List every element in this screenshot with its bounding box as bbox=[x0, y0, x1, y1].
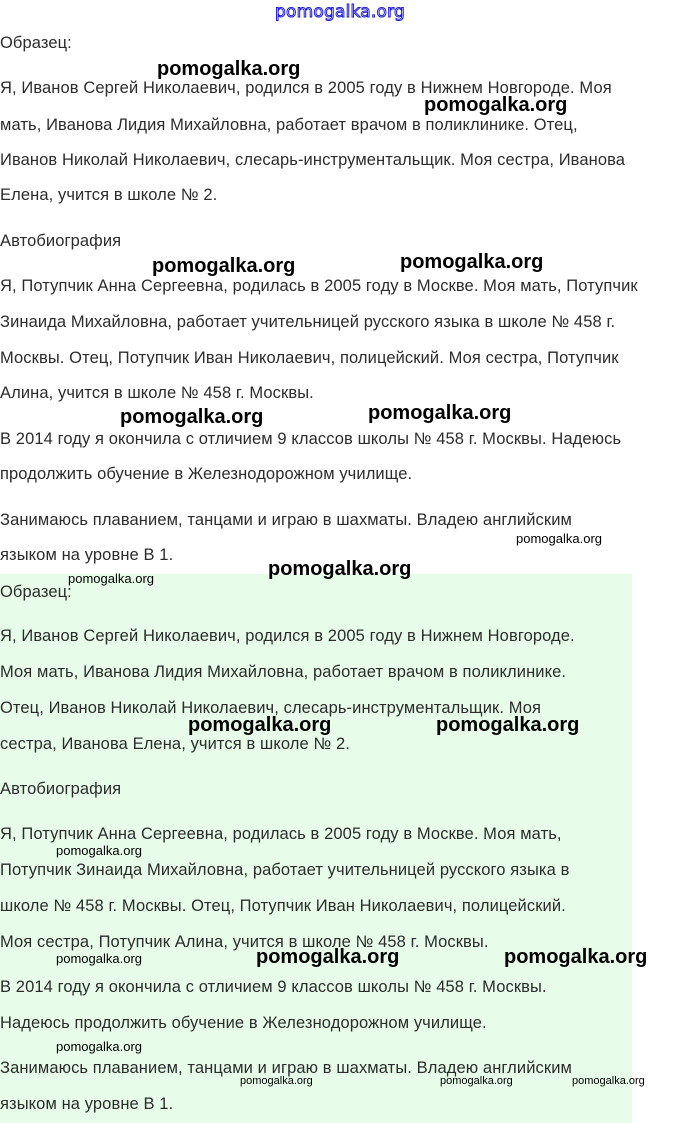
watermark: pomogalka.org bbox=[68, 571, 154, 586]
text-line: Зинаида Михайловна, работает учительницей русского языка в школе № 458 г. bbox=[0, 313, 616, 331]
text-line: Потупчик Зинаида Михайловна, работает учительницей русского языка в bbox=[0, 861, 570, 879]
site-header-logo[interactable]: pomogalka.org bbox=[275, 2, 405, 22]
text-line: языком на уровне В 1. bbox=[0, 546, 174, 564]
watermark: pomogalka.org bbox=[400, 251, 544, 273]
text-line: Алина, учится в школе № 458 г. Москвы. bbox=[0, 384, 314, 402]
text-line: Надеюсь продолжить обучение в Железнодорожном училище. bbox=[0, 1014, 487, 1032]
text-line: Я, Иванов Сергей Николаевич, родился в 2005 году в Нижнем Новгороде. Моя bbox=[0, 79, 612, 97]
text-line: сестра, Иванова Елена, учится в школе № 2. bbox=[0, 735, 350, 753]
text-line: Москвы. Отец, Потупчик Иван Николаевич, полицейский. Моя сестра, Потупчик bbox=[0, 349, 619, 367]
text-line: Елена, учится в школе № 2. bbox=[0, 186, 218, 204]
text-line: языком на уровне В 1. bbox=[0, 1095, 174, 1113]
text-line: Моя мать, Иванова Лидия Михайловна, работает врачом в поликлинике. bbox=[0, 663, 567, 681]
watermark: pomogalka.org bbox=[572, 1075, 645, 1087]
text-line: Занимаюсь плаванием, танцами и играю в шахматы. Владею английским bbox=[0, 1059, 572, 1077]
text-line: Занимаюсь плаванием, танцами и играю в шахматы. Владею английским bbox=[0, 511, 572, 529]
watermark: pomogalka.org bbox=[256, 946, 400, 968]
watermark: pomogalka.org bbox=[157, 58, 301, 80]
text-line: Иванов Николай Николаевич, слесарь-инструментальщик. Моя сестра, Иванова bbox=[0, 151, 626, 169]
watermark: pomogalka.org bbox=[120, 406, 264, 428]
text-line: школе № 458 г. Москвы. Отец, Потупчик Иван Николаевич, полицейский. bbox=[0, 897, 566, 915]
watermark: pomogalka.org bbox=[56, 843, 142, 858]
sample-heading: Образец: bbox=[0, 34, 72, 52]
watermark: pomogalka.org bbox=[424, 94, 568, 116]
watermark: pomogalka.org bbox=[56, 951, 142, 966]
text-line: Я, Потупчик Анна Сергеевна, родилась в 2005 году в Москве. Моя мать, bbox=[0, 825, 562, 843]
watermark: pomogalka.org bbox=[268, 558, 412, 580]
watermark: pomogalka.org bbox=[240, 1075, 313, 1087]
watermark: pomogalka.org bbox=[368, 402, 512, 424]
text-line: Я, Потупчик Анна Сергеевна, родилась в 2005 году в Москве. Моя мать, Потупчик bbox=[0, 277, 638, 295]
text-line: продолжить обучение в Железнодорожном училище. bbox=[0, 465, 413, 483]
watermark: pomogalka.org bbox=[436, 714, 580, 736]
text-line: В 2014 году я окончила с отличием 9 классов школы № 458 г. Москвы. Надеюсь bbox=[0, 430, 622, 448]
sample-heading: Образец: bbox=[0, 583, 72, 601]
text-line: Я, Иванов Сергей Николаевич, родился в 2005 году в Нижнем Новгороде. bbox=[0, 627, 575, 645]
watermark: pomogalka.org bbox=[152, 255, 296, 277]
watermark: pomogalka.org bbox=[504, 946, 648, 968]
watermark: pomogalka.org bbox=[188, 714, 332, 736]
text-line: мать, Иванова Лидия Михайловна, работает врачом в поликлинике. Отец, bbox=[0, 116, 578, 134]
autobiography-heading: Автобиография bbox=[0, 780, 122, 798]
autobiography-heading: Автобиография bbox=[0, 232, 122, 250]
watermark: pomogalka.org bbox=[440, 1075, 513, 1087]
watermark: pomogalka.org bbox=[56, 1039, 142, 1054]
text-line: В 2014 году я окончила с отличием 9 классов школы № 458 г. Москвы. bbox=[0, 978, 547, 996]
text-line: Отец, Иванов Николай Николаевич, слесарь-инструментальщик. Моя bbox=[0, 699, 542, 717]
text-line: Моя сестра, Потупчик Алина, учится в школе № 458 г. Москвы. bbox=[0, 933, 489, 951]
watermark: pomogalka.org bbox=[516, 531, 602, 546]
